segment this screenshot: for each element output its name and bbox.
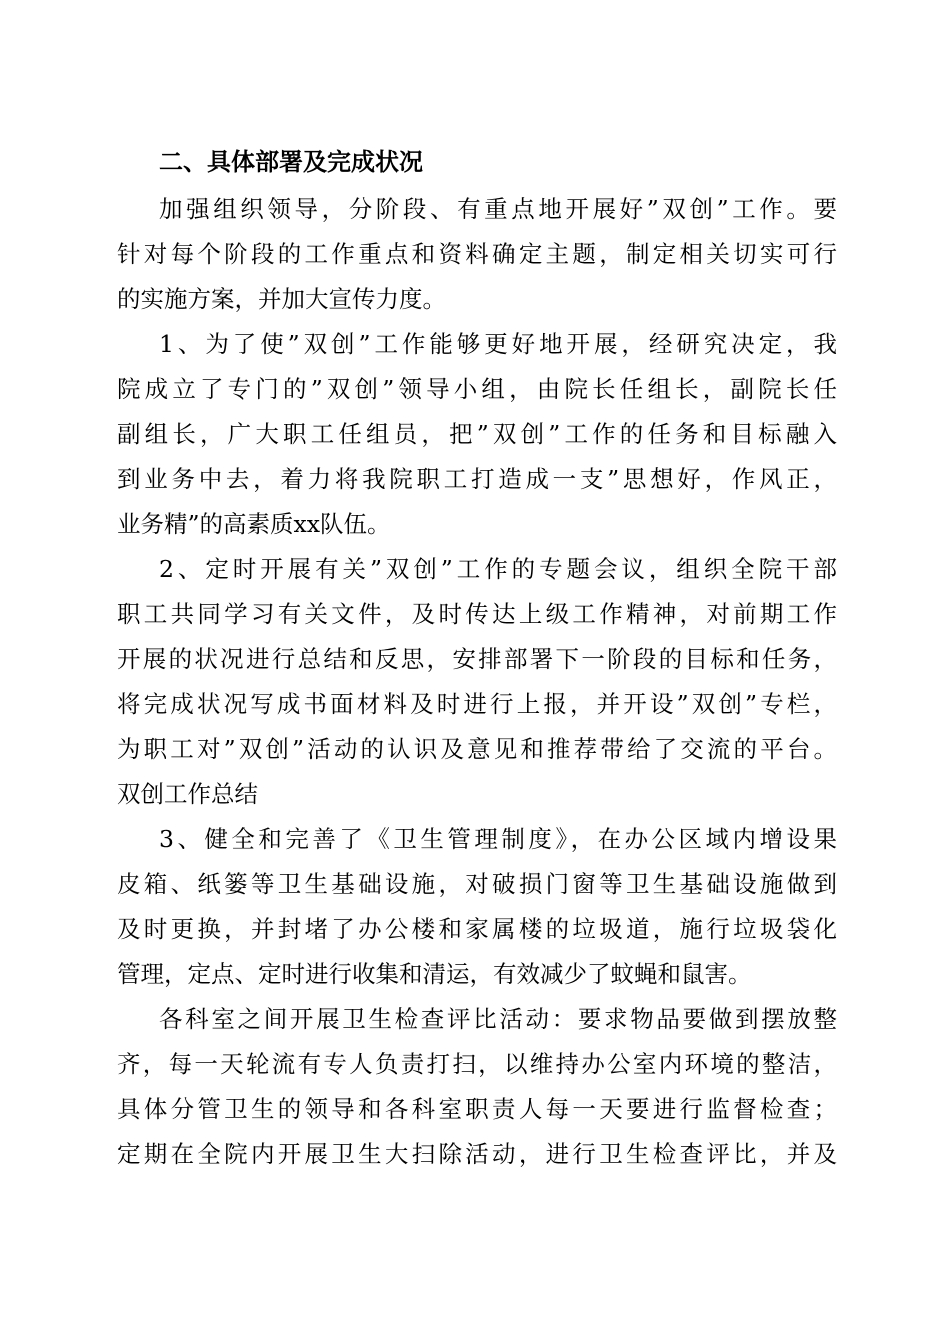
paragraph-line: 双创工作总结 <box>117 780 258 808</box>
paragraph-line: 2、定时开展有关”双创”工作的专题会议，组织全院干部 <box>159 555 837 583</box>
paragraph-line: 副组长，广大职工任组员，把”双创”工作的任务和目标融入 <box>117 420 837 448</box>
paragraph-line: 针对每个阶段的工作重点和资料确定主题，制定相关切实可行 <box>117 240 837 268</box>
paragraph-3 <box>117 547 837 817</box>
paragraph-line: 皮箱、纸篓等卫生基础设施，对破损门窗等卫生基础设施做到 <box>117 870 837 898</box>
paragraph-line: 及时更换，并封堵了办公楼和家属楼的垃圾道，施行垃圾袋化 <box>117 915 837 943</box>
paragraph-line: 到业务中去，着力将我院职工打造成一支”思想好，作风正， <box>117 465 837 493</box>
paragraph-1 <box>117 187 837 322</box>
paragraph-line: 3、健全和完善了《卫生管理制度》，在办公区域内增设果 <box>159 825 837 853</box>
paragraph-line: 管理，定点、定时进行收集和清运，有效减少了蚊蝇和鼠害。 <box>117 960 752 988</box>
paragraph-line: 具体分管卫生的领导和各科室职责人每一天要进行监督检查； <box>117 1095 837 1123</box>
paragraph-line: 齐，每一天轮流有专人负责打扫，以维持办公室内环境的整洁， <box>117 1050 837 1078</box>
paragraph-line: 1、为了使”双创”工作能够更好地开展，经研究决定，我 <box>159 330 837 358</box>
document-body <box>117 137 837 1177</box>
paragraph-4 <box>117 817 837 997</box>
paragraph-5 <box>117 997 837 1177</box>
paragraph-line: 定期在全院内开展卫生大扫除活动，进行卫生检查评比，并及 <box>117 1140 837 1168</box>
paragraph-line: 职工共同学习有关文件，及时传达上级工作精神，对前期工作 <box>117 600 837 628</box>
paragraph-line: 各科室之间开展卫生检查评比活动：要求物品要做到摆放整 <box>159 1005 837 1033</box>
paragraph-line: 将完成状况写成书面材料及时进行上报，并开设”双创”专栏， <box>117 690 837 718</box>
paragraph-line: 加强组织领导，分阶段、有重点地开展好”双创”工作。要 <box>159 195 837 223</box>
paragraph-2 <box>117 322 837 547</box>
paragraph-line: 院成立了专门的”双创”领导小组，由院长任组长，副院长任 <box>117 375 837 403</box>
paragraph-line: 业务精”的高素质xx队伍。 <box>117 510 391 538</box>
section-heading: 二、具体部署及完成状况 <box>159 148 423 176</box>
paragraph-line: 的实施方案，并加大宣传力度。 <box>117 285 446 313</box>
paragraph-line: 开展的状况进行总结和反思，安排部署下一阶段的目标和任务， <box>117 645 837 673</box>
paragraph-line: 为职工对”双创”活动的认识及意见和推荐带给了交流的平台。 <box>117 735 837 763</box>
